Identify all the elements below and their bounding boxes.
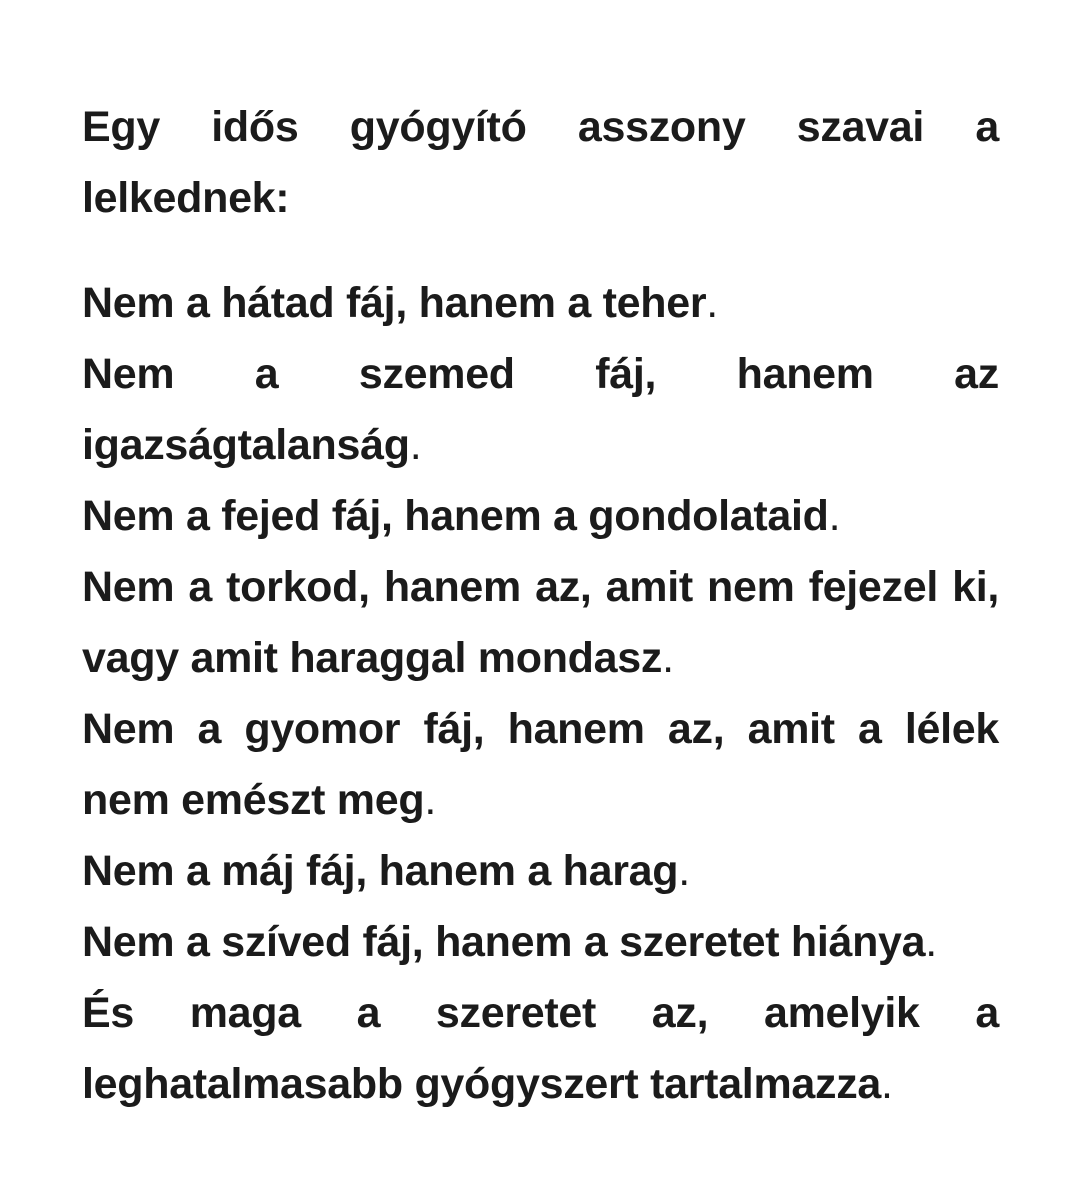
text-line: Nem a fejed fáj, hanem a gondolataid. — [82, 492, 841, 540]
text-line: Nem a máj fáj, hanem a harag. — [82, 847, 690, 895]
text-line: És maga a szeretet az, amelyik a leghatalmasabb gyógyszert tartalmazza. — [82, 989, 999, 1108]
post-body — [82, 268, 999, 1120]
text-line: Nem a gyomor fáj, hanem az, amit a lélek nem emészt meg. — [82, 705, 999, 824]
text-line: Nem a szemed fáj, hanem az igazságtalanság. — [82, 350, 999, 469]
text-line: Nem a szíved fáj, hanem a szeretet hiánya. — [82, 918, 937, 966]
post-text — [82, 92, 999, 1120]
text-line: Nem a hátad fáj, hanem a teher. — [82, 279, 718, 327]
text-line: Nem a torkod, hanem az, amit nem fejezel ki, vagy amit haraggal mondasz. — [82, 563, 999, 682]
post-title: Egy idős gyógyító asszony szavai a lelkednek: — [82, 103, 999, 222]
